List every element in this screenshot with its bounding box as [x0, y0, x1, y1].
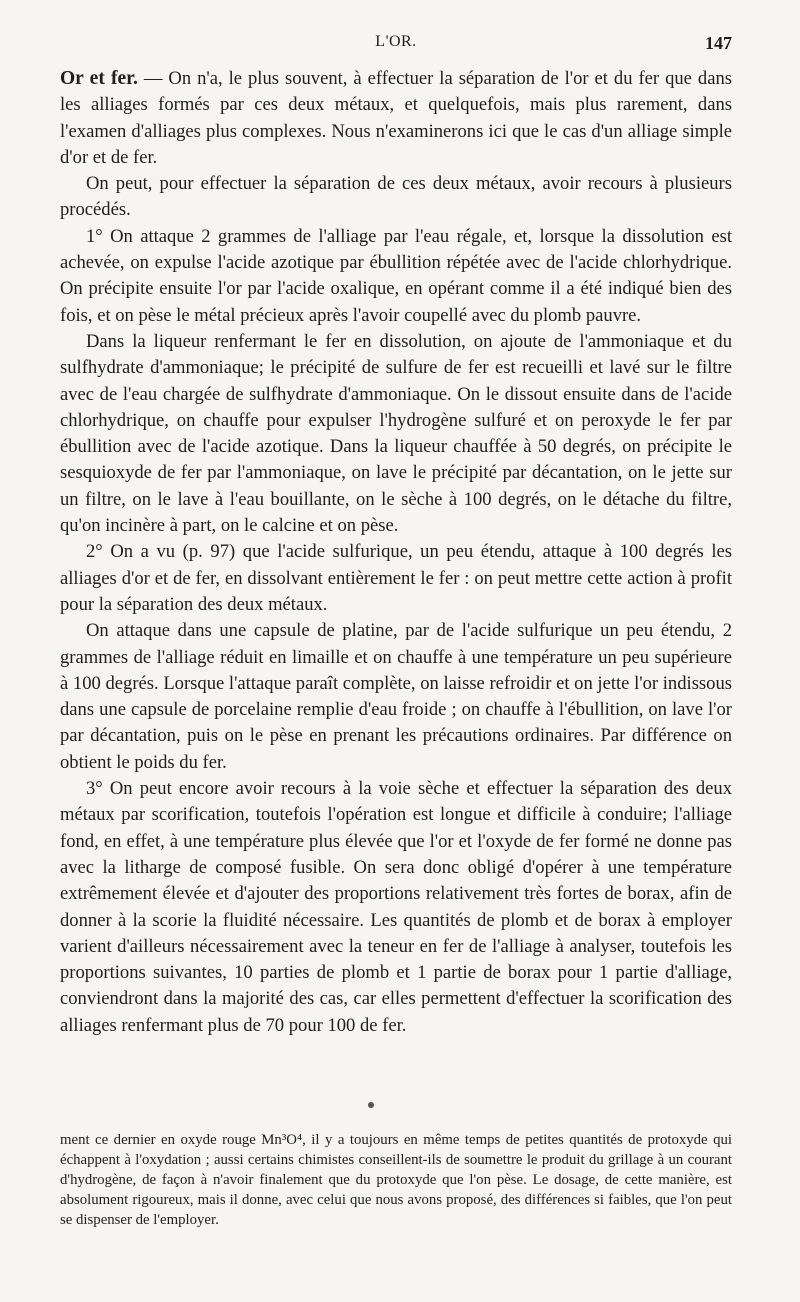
paragraph-method-3: 3° On peut encore avoir recours à la voie sèche et effectuer la séparation des deux métaux par scorification, toutefois l'opération est longue et difficile à conduire; l'alliage fond, en effet, à une température plus élevée que l'or et l'oxyde de fer formé ne donne pas avec la litharge de composé fusible. On sera donc obligé d'opérer à une température extrêmement élevée et d'ajouter des proportions relativement très fortes de borax, afin de donner à la scorie la fluidité nécessaire. Les quantités de plomb et de borax à employer varient d'ailleurs nécessairement avec la teneur en fer de l'alliage à analyser, toutefois les proportions suivantes, 10 parties de plomb et 1 partie de borax pour 1 partie d'alliage, conviendront dans la majorité des cas, car elles permettent d'effectuer la scorification des alliages renfermant plus de 70 pour 100 de fer. — [60, 778, 732, 1036]
footnote — [60, 1130, 732, 1230]
paragraph-method-2: 2° On a vu (p. 97) que l'acide sulfurique, un peu étendu, attaque à 100 degrés les alliages d'or et de fer, en dissolvant entièrement le fer : on peut mettre cette action à profit pour la séparation des deux métaux. — [60, 541, 732, 615]
paragraph-method-1: 1° On attaque 2 grammes de l'alliage par l'eau régale, et, lorsque la dissolution est achevée, on expulse l'acide azotique par ébullition répétée avec de l'acide chlorhydrique. On précipite ensuite l'or par l'acide oxalique, en opérant comme il a été indiqué bien des fois, et on pèse le métal précieux après l'avoir coupellé avec du plomb pauvre. — [60, 225, 732, 326]
paragraph: On attaque dans une capsule de platine, par de l'acide sulfurique un peu étendu, 2 grammes de l'alliage réduit en limaille et on chauffe à une température un peu supérieure à 100 degrés. Lorsque l'attaque paraît complète, on laisse refroidir et on jette l'or indissous dans une capsule de porcelaine remplie d'eau froide ; on chauffe à l'ébullition, on lave l'or par décantation, puis on le pèse en prenant les précautions ordinaires. Par différence on obtient le poids du fer. — [60, 620, 732, 773]
running-head: L'OR. — [375, 33, 417, 50]
body-text — [60, 66, 732, 1039]
paragraph-or-et-fer — [60, 66, 732, 171]
page-header — [60, 33, 732, 57]
footnote-text: ment ce dernier en oxyde rouge Mn³O⁴, il y a toujours en même temps de petites quantités de protoxyde qui échappent à l'oxydation ; aussi certains chimistes conseillent-ils de soumettre le produit du grillage à un courant d'hydrogène, de façon à n'avoir finalement que du protoxyde que l'on pèse. Le dosage, de cette manière, est absolument rigoureux, mais il donne, avec celui que nous avons proposé, des différences si faibles, que l'on peut se dispenser de l'employer. — [60, 1132, 732, 1228]
section-lead: Or et fer. — [60, 68, 138, 89]
paragraph: Dans la liqueur renfermant le fer en dissolution, on ajoute de l'ammoniaque et du sulfhydrate d'ammoniaque; le précipité de sulfure de fer est recueilli et lavé sur le filtre avec de l'eau chargée de sulfhydrate d'ammoniaque. On le dissout ensuite dans de l'acide chlorhydrique, on chauffe pour expulser l'hydrogène sulfuré et on peroxyde le fer par ébullition avec de l'acide azotique. Dans la liqueur chauffée à 50 degrés, on précipite le sesquioxyde de fer par l'ammoniaque, on lave le précipité par décantation, on le jette sur un filtre, on le lave à l'eau bouillante, on le sèche à 100 degrés, on le détache du filtre, qu'on incinère à part, on le calcine et on pèse. — [60, 330, 732, 537]
page-number: 147 — [705, 33, 732, 53]
paragraph-text: — On n'a, le plus souvent, à effectuer la séparation de l'or et du fer que dans les alliages formés par ces deux métaux, et quelquefois, mais plus rarement, dans l'examen d'alliages plus complexes. Nous n'examinerons ici que le cas d'un alliage simple d'or et de fer. — [60, 68, 732, 168]
footnote-separator-mark — [368, 1102, 374, 1108]
paragraph: On peut, pour effectuer la séparation de ces deux métaux, avoir recours à plusieurs procédés. — [60, 173, 732, 221]
